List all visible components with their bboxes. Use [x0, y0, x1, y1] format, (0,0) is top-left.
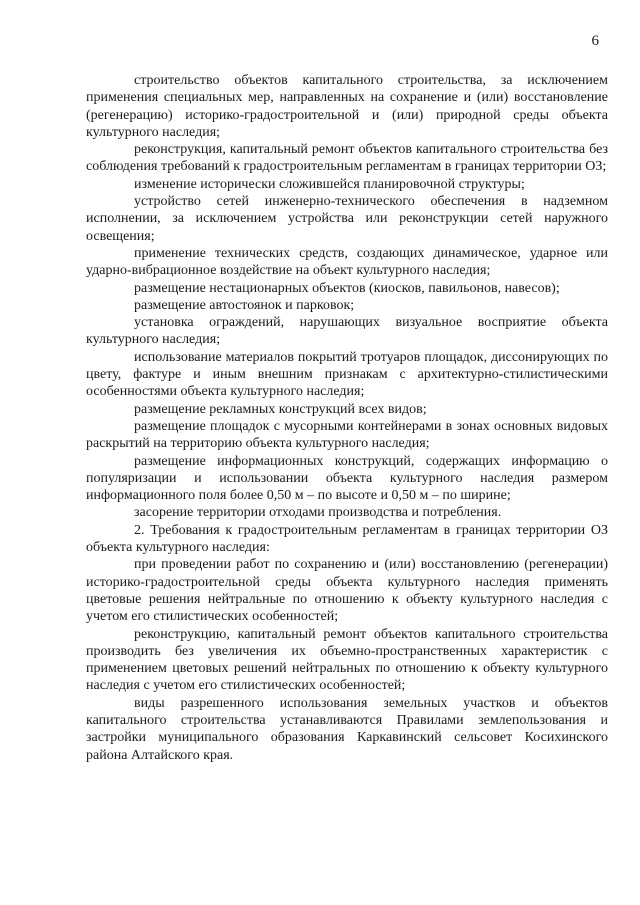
paragraph: реконструкцию, капитальный ремонт объектов капитального строительства производить без увеличения их объемно-пространственных характеристик с применением цветовых решений нейтральных по отношению к объекту культурного наследия с учетом его стилистических особенностей;	[86, 626, 608, 694]
paragraph: изменение исторически сложившейся планировочной структуры;	[134, 176, 525, 192]
paragraph: размещение площадок с мусорными контейнерами в зонах основных видовых раскрытий на территорию объекта культурного наследия;	[86, 418, 608, 452]
paragraph: засорение территории отходами производства и потребления.	[134, 505, 502, 521]
paragraph: при проведении работ по сохранению и (или) восстановлению (регенерации) историко-градостроительной среды объекта культурного наследия применять цветовые решения нейтральные по отношению к объекту культурного наследия с учетом его стилистических особенностей;	[86, 557, 608, 625]
paragraph: устройство сетей инженерно-технического обеспечения в надземном исполнении, за исключением устройства или реконструкции сетей наружного освещения;	[86, 194, 608, 244]
paragraph: установка ограждений, нарушающих визуальное восприятие объекта культурного наследия;	[86, 315, 608, 348]
document-body	[86, 72, 608, 764]
paragraph: размещение рекламных конструкций всех видов;	[134, 401, 427, 417]
paragraph: размещение нестационарных объектов (киосков, павильонов, навесов);	[134, 280, 560, 296]
paragraph: строительство объектов капитального строительства, за исключением применения специальных мер, направленных на сохранение и (или) восстановление (регенерацию) историко-градостроительной и (или) природной среды объекта культурного наследия;	[86, 73, 608, 140]
section-heading-paragraph: 2. Требования к градостроительным регламентам в границах территории ОЗ объекта культурного наследия:	[86, 522, 608, 556]
paragraph: применение технических средств, создающих динамическое, ударное или ударно-вибрационное воздействие на объект культурного наследия;	[86, 245, 608, 279]
paragraph: размещение информационных конструкций, содержащих информацию о популяризации и использовании объекта культурного наследия размером информационного поля более 0,50 м – по высоте и 0,50 м – по ширине;	[86, 453, 608, 504]
paragraph: реконструкция, капитальный ремонт объектов капитального строительства без соблюдения требований к градостроительным регламентам в границах территории ОЗ;	[86, 142, 608, 175]
paragraph: использование материалов покрытий тротуаров площадок, диссонирующих по цвету, фактуре и иным внешним признакам с архитектурно-стилистическими особенностями объекта культурного наследия;	[86, 349, 608, 400]
page-number: 6	[591, 33, 599, 49]
paragraph: виды разрешенного использования земельных участков и объектов капитального строительства устанавливаются Правилами землепользования и застройки муниципального образования Каркавинский сельсовет Косихинского района Алтайского края.	[86, 695, 608, 763]
paragraph: размещение автостоянок и парковок;	[134, 297, 355, 313]
